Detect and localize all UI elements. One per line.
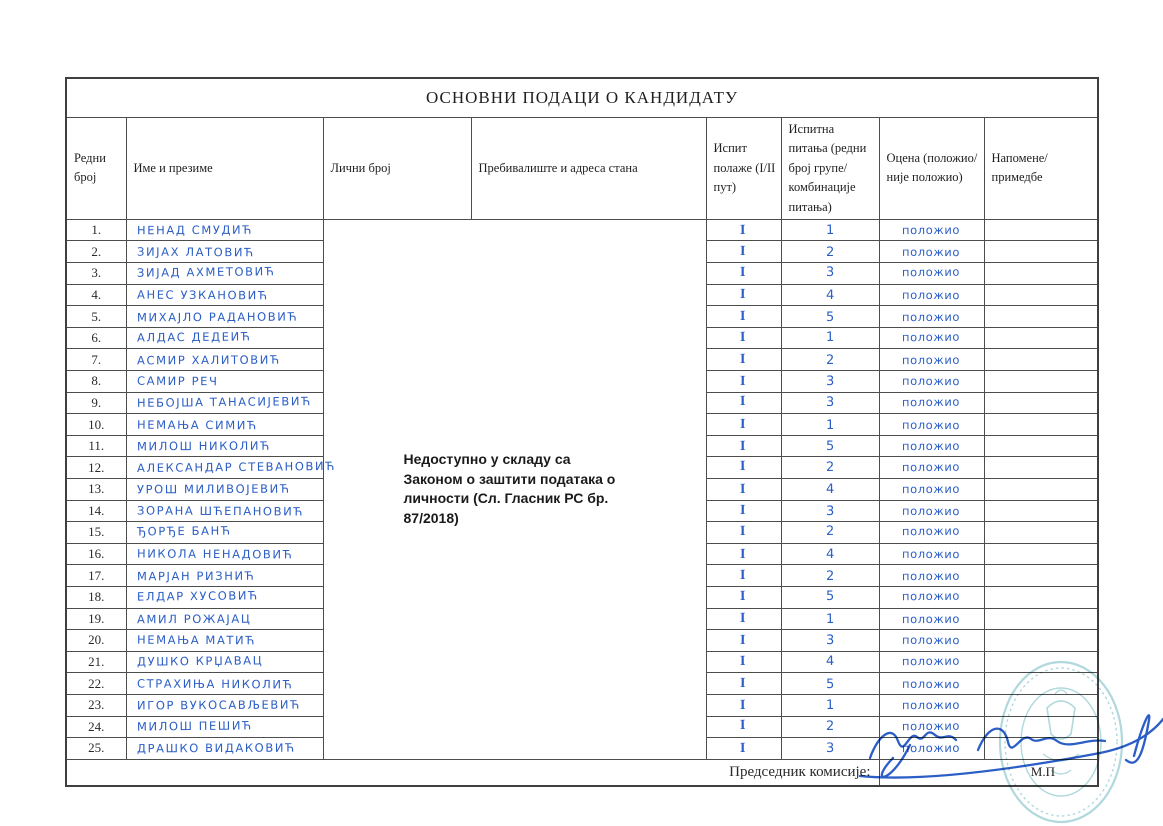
candidate-name-handwriting: ЗОРАНА ШЋЕПАНОВИЋ: [136, 503, 304, 519]
exam-attempt-handwriting: I: [739, 718, 748, 734]
candidate-name-handwriting: АМИЛ РОЖАЈАЦ: [136, 611, 251, 627]
question-number-handwriting: 4: [825, 482, 835, 498]
candidate-name-handwriting: АСМИР ХАЛИТОВИЋ: [136, 352, 281, 368]
remarks-cell: [984, 543, 1098, 565]
question-number-handwriting: 2: [825, 244, 835, 260]
remarks-cell: [984, 630, 1098, 652]
question-number-cell: [781, 479, 879, 501]
candidate-name-handwriting: САМИР РЕЧ: [136, 374, 219, 389]
col-header-residence: Пребивалиште и адреса стана: [471, 118, 706, 220]
question-number-handwriting: 1: [825, 330, 835, 346]
grade-cell: [879, 543, 984, 565]
exam-attempt-cell: [706, 522, 781, 544]
exam-attempt-cell: [706, 435, 781, 457]
exam-attempt-cell: [706, 371, 781, 393]
candidate-name-cell: [126, 392, 323, 414]
exam-attempt-handwriting: I: [739, 329, 748, 345]
grade-handwriting: положио: [902, 417, 961, 432]
candidate-name-cell: [126, 586, 323, 608]
exam-attempt-handwriting: I: [739, 546, 748, 562]
candidate-name-handwriting: АНЕС УЗКАНОВИЋ: [136, 287, 269, 303]
remarks-cell: [984, 241, 1098, 263]
candidate-name-handwriting: СТРАХИЊА НИКОЛИЋ: [136, 676, 293, 692]
candidate-name-cell: [126, 522, 323, 544]
grade-cell: [879, 371, 984, 393]
exam-attempt-handwriting: I: [739, 287, 748, 303]
exam-attempt-handwriting: I: [739, 523, 748, 540]
candidate-name-handwriting: МИХАЈЛО РАДАНОВИЋ: [136, 309, 298, 324]
col-header-grade: Оцена (положио/ није положио): [879, 118, 984, 220]
row-number: 15.: [66, 522, 126, 544]
exam-attempt-handwriting: I: [739, 697, 748, 713]
grade-handwriting: положио: [902, 653, 961, 669]
candidate-name-cell: [126, 435, 323, 457]
candidate-name-cell: [126, 565, 323, 587]
commission-president-label: Председник комисије:: [66, 759, 879, 786]
privacy-notice-cell: [323, 219, 706, 759]
candidate-name-handwriting: УРОШ МИЛИВОЈЕВИЋ: [136, 481, 290, 497]
exam-attempt-handwriting: I: [739, 588, 748, 604]
question-number-handwriting: 1: [825, 698, 835, 714]
exam-attempt-cell: [706, 479, 781, 501]
question-number-handwriting: 3: [825, 374, 835, 390]
remarks-cell: [984, 694, 1098, 716]
col-header-personal-id: Лични број: [323, 118, 471, 220]
remarks-cell: [984, 651, 1098, 673]
grade-cell: [879, 241, 984, 263]
grade-handwriting: положио: [902, 394, 961, 410]
question-number-handwriting: 2: [825, 459, 835, 475]
row-number: 12.: [66, 457, 126, 479]
candidate-name-cell: [126, 284, 323, 306]
candidate-name-handwriting: МИЛОШ НИКОЛИЋ: [136, 438, 271, 454]
exam-attempt-cell: [706, 543, 781, 565]
exam-attempt-handwriting: I: [739, 264, 748, 280]
candidate-name-cell: [126, 543, 323, 565]
grade-cell: [879, 392, 984, 414]
document-title: ОСНОВНИ ПОДАЦИ О КАНДИДАТУ: [66, 78, 1098, 118]
exam-attempt-cell: [706, 630, 781, 652]
question-number-cell: [781, 543, 879, 565]
candidate-name-handwriting: ЂОРЂЕ БАНЋ: [136, 523, 231, 539]
remarks-cell: [984, 500, 1098, 522]
question-number-handwriting: 3: [825, 503, 835, 519]
row-number: 22.: [66, 673, 126, 695]
exam-attempt-cell: [706, 327, 781, 349]
grade-handwriting: положио: [902, 482, 961, 497]
grade-cell: [879, 414, 984, 436]
grade-cell: [879, 630, 984, 652]
exam-attempt-cell: [706, 586, 781, 608]
exam-attempt-handwriting: I: [739, 611, 748, 627]
grade-handwriting: положио: [902, 611, 961, 627]
grade-handwriting: положио: [902, 524, 961, 539]
row-number: 6.: [66, 327, 126, 349]
grade-cell: [879, 327, 984, 349]
exam-attempt-cell: [706, 284, 781, 306]
question-number-cell: [781, 608, 879, 630]
remarks-cell: [984, 522, 1098, 544]
exam-attempt-handwriting: I: [739, 503, 748, 519]
question-number-handwriting: 2: [825, 718, 835, 734]
grade-handwriting: положио: [902, 568, 961, 583]
table-row: [66, 219, 1098, 241]
question-number-cell: [781, 716, 879, 738]
question-number-cell: [781, 435, 879, 457]
grade-handwriting: положио: [902, 374, 961, 389]
exam-attempt-handwriting: I: [739, 438, 748, 454]
question-number-cell: [781, 500, 879, 522]
row-number: 9.: [66, 392, 126, 414]
grade-cell: [879, 565, 984, 587]
col-header-exam-attempt: Испит полаже (I/II пут): [706, 118, 781, 220]
remarks-cell: [984, 565, 1098, 587]
exam-attempt-handwriting: I: [739, 740, 748, 756]
exam-attempt-handwriting: I: [739, 394, 748, 410]
question-number-cell: [781, 586, 879, 608]
grade-cell: [879, 586, 984, 608]
grade-cell: [879, 608, 984, 630]
exam-attempt-cell: [706, 651, 781, 673]
exam-attempt-handwriting: I: [739, 568, 748, 584]
candidate-name-cell: [126, 673, 323, 695]
remarks-cell: [984, 327, 1098, 349]
candidate-name-handwriting: АЛЕКСАНДАР СТЕВАНОВИЋ: [136, 458, 336, 475]
question-number-handwriting: 5: [825, 439, 835, 455]
exam-attempt-cell: [706, 608, 781, 630]
grade-handwriting: положио: [902, 546, 961, 562]
candidate-table: [65, 77, 1099, 787]
grade-cell: [879, 716, 984, 738]
question-number-cell: [781, 630, 879, 652]
remarks-cell: [984, 608, 1098, 630]
row-number: 14.: [66, 500, 126, 522]
row-number: 4.: [66, 284, 126, 306]
exam-attempt-handwriting: I: [739, 676, 748, 692]
exam-attempt-handwriting: I: [739, 653, 748, 669]
candidate-name-handwriting: НЕНАД СМУДИЋ: [136, 222, 253, 238]
grade-cell: [879, 694, 984, 716]
candidate-name-handwriting: ЕЛДАР ХУСОВИЋ: [136, 588, 259, 604]
exam-attempt-handwriting: I: [739, 222, 748, 238]
candidate-name-cell: [126, 241, 323, 263]
question-number-cell: [781, 392, 879, 414]
grade-handwriting: положио: [902, 223, 961, 238]
candidate-name-handwriting: ЗИЈАД АХМЕТОВИЋ: [136, 264, 275, 281]
remarks-cell: [984, 284, 1098, 306]
grade-handwriting: положио: [902, 329, 961, 345]
question-number-handwriting: 1: [825, 417, 835, 433]
grade-cell: [879, 738, 984, 760]
candidate-name-cell: [126, 219, 323, 241]
question-number-cell: [781, 738, 879, 760]
row-number: 5.: [66, 306, 126, 328]
row-number: 18.: [66, 586, 126, 608]
question-number-handwriting: 5: [825, 309, 835, 325]
remarks-cell: [984, 716, 1098, 738]
candidate-name-handwriting: МИЛОШ ПЕШИЋ: [136, 718, 253, 734]
candidate-name-cell: [126, 327, 323, 349]
exam-attempt-handwriting: I: [739, 481, 748, 497]
signature-cell: [879, 759, 1098, 786]
col-header-remarks: Напомене/ примедбе: [984, 118, 1098, 220]
row-number: 23.: [66, 694, 126, 716]
exam-attempt-handwriting: I: [739, 632, 748, 648]
grade-cell: [879, 651, 984, 673]
exam-attempt-cell: [706, 263, 781, 285]
col-header-exam-questions: Испитна питања (редни број групе/ комбинације питања): [781, 118, 879, 220]
exam-attempt-cell: [706, 694, 781, 716]
exam-attempt-handwriting: I: [739, 416, 748, 433]
row-number: 16.: [66, 543, 126, 565]
candidate-name-handwriting: ДРАШКО ВИДАКОВИЋ: [136, 741, 296, 756]
row-number: 13.: [66, 479, 126, 501]
grade-handwriting: положио: [902, 352, 961, 367]
question-number-handwriting: 3: [825, 741, 835, 757]
question-number-handwriting: 2: [825, 568, 835, 584]
question-number-handwriting: 3: [825, 394, 835, 410]
grade-handwriting: положио: [902, 438, 961, 454]
grade-handwriting: положио: [902, 503, 961, 519]
exam-attempt-cell: [706, 716, 781, 738]
grade-handwriting: положио: [902, 244, 961, 259]
grade-handwriting: положио: [902, 309, 961, 324]
remarks-cell: [984, 306, 1098, 328]
candidate-name-cell: [126, 306, 323, 328]
question-number-cell: [781, 263, 879, 285]
remarks-cell: [984, 457, 1098, 479]
exam-attempt-cell: [706, 673, 781, 695]
candidate-name-cell: [126, 349, 323, 371]
question-number-cell: [781, 219, 879, 241]
question-number-cell: [781, 241, 879, 263]
exam-attempt-cell: [706, 457, 781, 479]
remarks-cell: [984, 219, 1098, 241]
grade-cell: [879, 349, 984, 371]
candidate-name-cell: [126, 414, 323, 436]
question-number-cell: [781, 694, 879, 716]
row-number: 2.: [66, 241, 126, 263]
candidate-name-handwriting: ЗИЈАХ ЛАТОВИЋ: [136, 244, 255, 260]
remarks-cell: [984, 392, 1098, 414]
grade-cell: [879, 479, 984, 501]
remarks-cell: [984, 673, 1098, 695]
grade-cell: [879, 522, 984, 544]
candidate-name-cell: [126, 479, 323, 501]
candidate-name-cell: [126, 694, 323, 716]
candidate-name-cell: [126, 716, 323, 738]
grade-handwriting: положио: [902, 265, 961, 280]
candidate-name-cell: [126, 651, 323, 673]
grade-cell: [879, 284, 984, 306]
row-number: 21.: [66, 651, 126, 673]
row-number: 20.: [66, 630, 126, 652]
candidate-name-handwriting: НЕМАЊА СИМИЋ: [136, 417, 258, 432]
row-number: 24.: [66, 716, 126, 738]
grade-cell: [879, 457, 984, 479]
remarks-cell: [984, 435, 1098, 457]
header-row: [66, 118, 1098, 220]
row-number: 3.: [66, 263, 126, 285]
question-number-cell: [781, 349, 879, 371]
privacy-notice: Недоступно у складу са Законом о заштити података о личности (Сл. Гласник РС бр. 87/2018): [403, 451, 616, 526]
question-number-handwriting: 5: [825, 589, 835, 605]
grade-cell: [879, 673, 984, 695]
exam-attempt-cell: [706, 241, 781, 263]
exam-attempt-handwriting: I: [739, 459, 748, 475]
grade-handwriting: положио: [902, 633, 961, 648]
remarks-cell: [984, 586, 1098, 608]
col-header-ordinal: Редни број: [66, 118, 126, 220]
question-number-handwriting: 4: [825, 654, 835, 670]
grade-cell: [879, 263, 984, 285]
grade-handwriting: положио: [902, 459, 961, 475]
question-number-cell: [781, 565, 879, 587]
question-number-handwriting: 2: [825, 524, 835, 540]
question-number-cell: [781, 371, 879, 393]
candidate-name-handwriting: НЕМАЊА МАТИЋ: [136, 633, 256, 648]
grade-cell: [879, 500, 984, 522]
grade-handwriting: положио: [902, 741, 961, 756]
grade-cell: [879, 219, 984, 241]
exam-attempt-cell: [706, 219, 781, 241]
grade-handwriting: положио: [902, 718, 961, 734]
remarks-cell: [984, 371, 1098, 393]
candidate-name-handwriting: ИГОР ВУКОСАВЉЕВИЋ: [136, 697, 301, 713]
remarks-cell: [984, 349, 1098, 371]
exam-attempt-handwriting: I: [739, 373, 748, 389]
row-number: 7.: [66, 349, 126, 371]
question-number-handwriting: 3: [825, 265, 835, 281]
candidate-name-cell: [126, 738, 323, 760]
grade-handwriting: положио: [902, 698, 961, 713]
exam-attempt-cell: [706, 392, 781, 414]
question-number-cell: [781, 651, 879, 673]
exam-attempt-cell: [706, 565, 781, 587]
question-number-handwriting: 5: [825, 676, 835, 692]
candidate-name-handwriting: НИКОЛА НЕНАДОВИЋ: [136, 546, 293, 562]
row-number: 8.: [66, 371, 126, 393]
candidate-name-cell: [126, 500, 323, 522]
row-number: 1.: [66, 219, 126, 241]
row-number: 25.: [66, 738, 126, 760]
remarks-cell: [984, 738, 1098, 760]
question-number-cell: [781, 327, 879, 349]
question-number-handwriting: 3: [825, 633, 835, 649]
candidate-name-handwriting: НЕБОЈША ТАНАСИЈЕВИЋ: [136, 394, 312, 410]
question-number-cell: [781, 457, 879, 479]
row-number: 10.: [66, 414, 126, 436]
exam-attempt-cell: [706, 306, 781, 328]
candidate-name-handwriting: ДУШКО КРЏАВАЦ: [136, 653, 263, 669]
question-number-handwriting: 4: [825, 547, 835, 563]
exam-attempt-cell: [706, 414, 781, 436]
grade-handwriting: положио: [902, 588, 961, 604]
remarks-cell: [984, 479, 1098, 501]
question-number-handwriting: 1: [825, 223, 835, 239]
question-number-cell: [781, 306, 879, 328]
question-number-handwriting: 1: [825, 611, 835, 627]
candidate-name-cell: [126, 608, 323, 630]
exam-attempt-handwriting: I: [739, 309, 748, 325]
question-number-handwriting: 4: [825, 287, 835, 303]
grade-cell: [879, 306, 984, 328]
remarks-cell: [984, 414, 1098, 436]
col-header-name: Име и презиме: [126, 118, 323, 220]
candidate-name-handwriting: АЛДАС ДЕДЕИЋ: [136, 329, 251, 345]
row-number: 19.: [66, 608, 126, 630]
seal-place-label: М.П: [1030, 764, 1055, 780]
exam-attempt-handwriting: I: [739, 352, 748, 368]
exam-attempt-cell: [706, 349, 781, 371]
candidate-name-cell: [126, 263, 323, 285]
grade-cell: [879, 435, 984, 457]
row-number: 17.: [66, 565, 126, 587]
question-number-cell: [781, 673, 879, 695]
question-number-cell: [781, 414, 879, 436]
candidate-name-cell: [126, 457, 336, 479]
grade-handwriting: положио: [902, 287, 961, 303]
exam-attempt-handwriting: I: [739, 244, 748, 260]
exam-attempt-cell: [706, 738, 781, 760]
title-row: [66, 78, 1098, 118]
footer-row: [66, 759, 1098, 786]
question-number-handwriting: 2: [825, 352, 835, 368]
candidate-name-cell: [126, 630, 323, 652]
question-number-cell: [781, 522, 879, 544]
question-number-cell: [781, 284, 879, 306]
candidate-name-cell: [126, 371, 323, 393]
grade-handwriting: положио: [902, 676, 961, 691]
exam-attempt-cell: [706, 500, 781, 522]
remarks-cell: [984, 263, 1098, 285]
candidate-name-handwriting: МАРЈАН РИЗНИЋ: [136, 568, 255, 583]
row-number: 11.: [66, 435, 126, 457]
